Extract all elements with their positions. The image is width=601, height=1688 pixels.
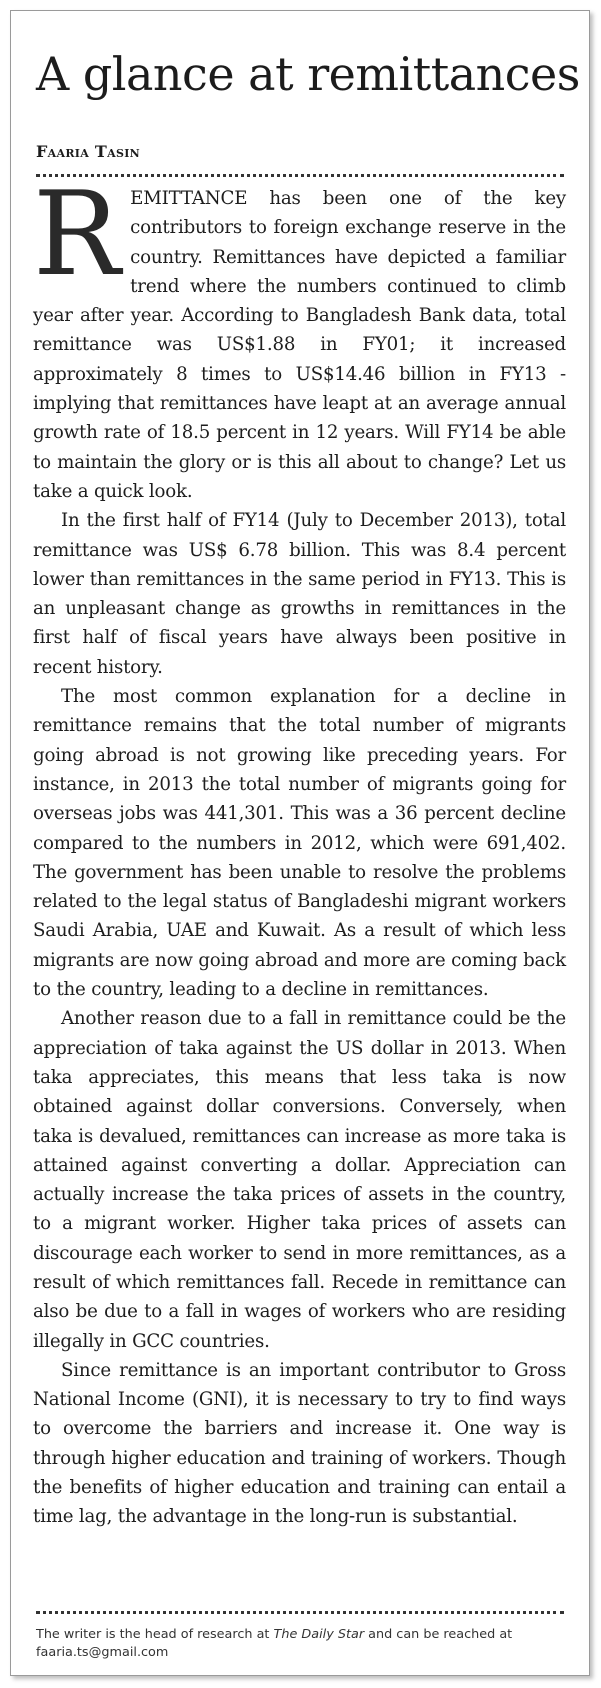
drop-cap: R bbox=[33, 167, 121, 302]
footnote-text-end: and can be reached at faaria.ts@gmail.com bbox=[36, 1627, 513, 1660]
paragraph-1 bbox=[33, 167, 566, 506]
dotted-divider-bottom bbox=[36, 1611, 564, 1614]
paragraph-3: The most common explanation for a decline in remittance remains that the total number of migrants going abroad is not growing like preceding years. For instance, in 2013 the total number of migrants going for overseas jobs was 441,301. This was a 36 percent decline compared to the numbers in 2012, which were 691,402. The government has been unable to resolve the problems related to the legal status of Bangladeshi migrant workers Saudi Arabia, UAE and Kuwait. As a result of which less migrants are now going abroad and more are coming back to the country, leading to a decline in remittances. bbox=[33, 686, 566, 1001]
paragraph-5: Since remittance is an important contributor to Gross National Income (GNI), it is necessary to try to find ways to overcome the barriers and increase it. One way is through higher education and training of workers. Though the benefits of higher education and training can entail a time lag, the advantage in the long-run is substantial. bbox=[33, 1359, 566, 1528]
footnote-text-start: The writer is the head of research at bbox=[36, 1627, 274, 1642]
author-footnote bbox=[36, 1626, 564, 1662]
paragraph-1-text: EMITTANCE has been one of the key contributors to foreign exchange reserve in the country. Remittances have depicted a familiar trend where the numbers continued to climb year after year. According to Bangladesh Bank data, total remittance was US$1.88 in FY01; it increased approximately 8 times to US$14.46 billion in FY13 - implying that remittances have leapt at an average annual growth rate of 18.5 percent in 12 years. Will FY14 be able to maintain the glory or is this all about to change? Let us take a quick look. bbox=[33, 188, 566, 502]
author-byline: Faaria Tasin bbox=[36, 142, 141, 161]
paragraph-4: Another reason due to a fall in remittance could be the appreciation of taka against the US dollar in 2013. When taka appreciates, this means that less taka is now obtained against dollar conversions. Conversely, when taka is devalued, remittances can increase as more taka is attained against converting a dollar. Appreciation can actually increase the taka prices of assets in the country, to a migrant worker. Higher taka prices of assets can discourage each worker to send in more remittances, as a result of which remittances fall. Recede in remittance can also be due to a fall in wages of workers who are residing illegally in GCC countries. bbox=[33, 1008, 566, 1352]
article-body bbox=[33, 167, 566, 1604]
paragraph-2: In the first half of FY14 (July to December 2013), total remittance was US$ 6.78 billion. This was 8.4 percent lower than remittances in the same period in FY13. This is an unpleasant change as growths in remittances in the first half of fiscal years have always been positive in recent history. bbox=[33, 510, 566, 678]
footnote-publication: The Daily Star bbox=[273, 1627, 365, 1642]
article-title: A glance at remittances bbox=[36, 47, 580, 101]
